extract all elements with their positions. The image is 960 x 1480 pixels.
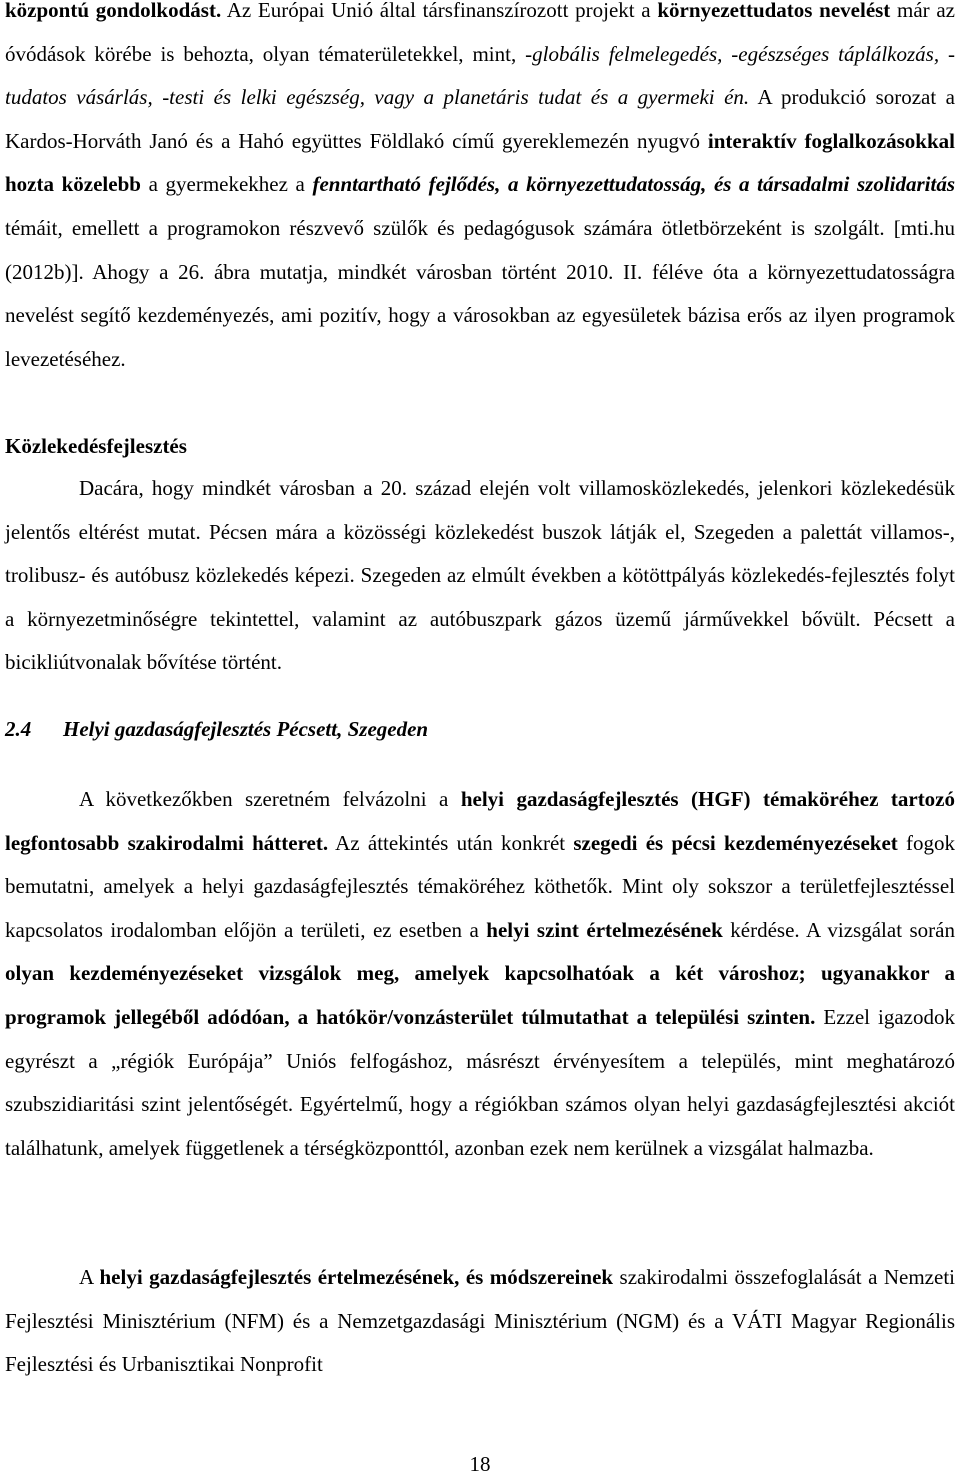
- text-italic: -globális felmelegedés, -egészséges táplálkozás, -tudatos vásárlás, -testi és lelki egészség, vagy a planetáris tudat és a gyermeki én.: [5, 41, 955, 110]
- text-run: szakirodalmi összefoglalását a Nemzeti Fejlesztési Minisztérium (NFM) és a Nemzetgazdasági Minisztérium (NGM) és a VÁTI Magyar Regionális Fejlesztési és Urbanisztikai Nonprofit: [5, 1265, 955, 1377]
- page-number: 18: [469, 1452, 491, 1476]
- text-run: fogok bemutatni, amelyek a helyi gazdaságfejlesztés témaköréhez köthetők. Mint oly sokszor a területfejlesztéssel kapcsolatos irodalomban előjön a területi, ez esetben a: [5, 830, 955, 942]
- text-run: A produkció sorozat a Kardos-Horváth Janó és a Hahó együttes Földlakó című gyereklemezén nyugvó: [5, 85, 955, 153]
- text-run: témáit, emellett a programokon részvevő szülők és pedagógusok számára ötletbörzeként is szolgált. [mti.hu (2012b)]. Ahogy a 26. ábra mutatja, mindkét városban történt 2010. II. féléve óta a környezettudatosságra nevelést segítő kezdeményezés, ami pozitív, hogy a városokban az egyesületek bázisa erős az ilyen programok levezetéséhez.: [5, 215, 955, 371]
- text-run: a gyermekekhez a: [140, 172, 313, 197]
- text-bold: helyi gazdaságfejlesztés értelmezésének, és módszereinek: [99, 1265, 614, 1289]
- text-bold: olyan kezdeményezéseket vizsgálok meg, amelyek kapcsolhatóak a két városhoz; ugyanakkor a programok jellegéből adódóan, a hatókör/vonzásterület túlmutathat a települési szinten.: [5, 961, 955, 1029]
- paragraph-literature-summary: [5, 1256, 955, 1387]
- text-run: Ezzel igazodok egyrészt a „régiók Európája” Uniós felfogáshoz, másrészt érvényesítem a település, mint meghatározó szubszidiaritási szint jelentőségét. Egyértelmű, hogy a régiókban számos olyan helyi gazdaságfejlesztési akciót találhatunk, amelyek függetlenek a térségközponttól, azonban ezek nem kerülnek a vizsgálat halmazba.: [5, 1004, 955, 1160]
- text-bold: helyi szint értelmezésének: [486, 917, 723, 942]
- paragraph-transport: Dacára, hogy mindkét városban a 20. század elején volt villamosközlekedés, jelenkori közlekedésük jelentős eltérést mutat. Pécsen mára a közösségi közlekedést buszok látják el, Szegeden a palettát villamos-, trolibusz- és autóbusz közlekedés képezi. Szegeden az elmúlt években a kötöttpályás közlekedés-fejlesztés folyt a környezetminőségre tekintettel, valamint az autóbuszpark gázos üzemű járművekkel bővült. Pécsett a bicikliútvonalak bővítése történt.: [5, 476, 955, 675]
- text-run: már az óvódások körébe is behozta, olyan tématerületekkel, mint,: [5, 0, 955, 66]
- text-bold: szegedi és pécsi kezdeményezéseket: [573, 830, 898, 855]
- text-bold: interaktív foglalkozásokkal hozta közelebb: [5, 128, 955, 197]
- text-run: kérdése. A vizsgálat során: [722, 917, 955, 942]
- section-number: 2.4: [5, 717, 32, 741]
- paragraph-local-economic-development: [5, 778, 955, 1170]
- text-bold: központú gondolkodást.: [5, 0, 222, 22]
- subheading-transport: Közlekedésfejlesztés: [5, 434, 187, 458]
- text-bold: környezettudatos nevelést: [657, 0, 891, 22]
- text-bold-italic: fenntartható fejlődés, a környezettudatosság, és a társadalmi szolidaritás: [312, 172, 955, 197]
- section-heading: [5, 708, 428, 752]
- text-run: A: [79, 1265, 100, 1289]
- text-run: Az Európai Unió által társfinanszírozott projekt a: [221, 0, 658, 22]
- text-run: Az áttekintés után konkrét: [328, 830, 574, 855]
- text-bold: helyi gazdaságfejlesztés (HGF) témaköréhez tartozó legfontosabb szakirodalmi hátteret.: [5, 787, 956, 855]
- section-title: Helyi gazdaságfejlesztés Pécsett, Szegeden: [63, 717, 429, 741]
- paragraph-environmental-education: [5, 0, 955, 381]
- text-run: A következőkben szeretném felvázolni a: [79, 787, 461, 811]
